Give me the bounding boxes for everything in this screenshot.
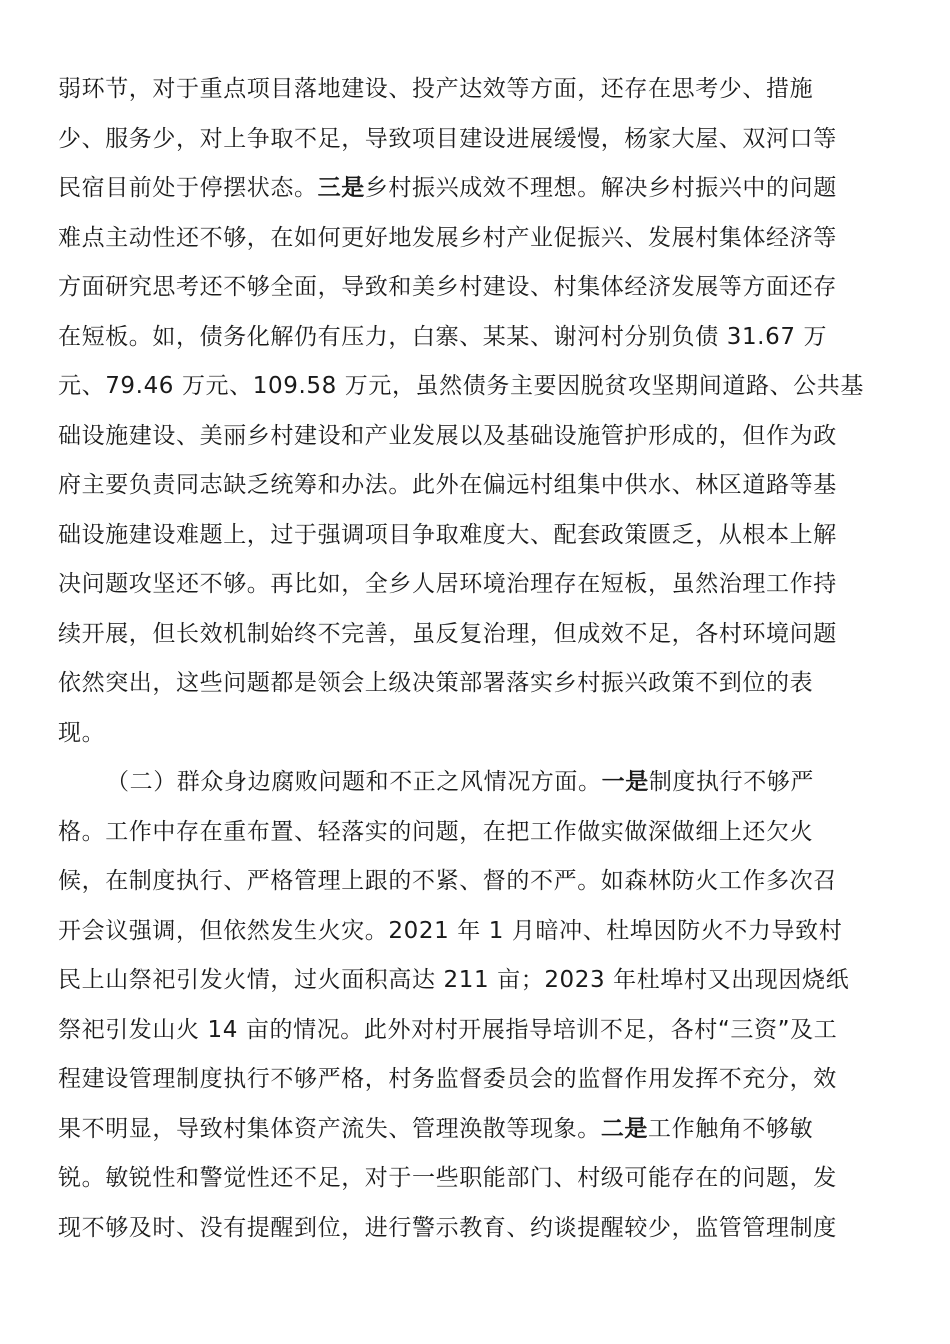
paragraph1-line6: 在短板。如，债务化解仍有压力，白寨、某某、谢河村分别负债 31.67 万 [58, 324, 828, 350]
paragraph2-line10: 现不够及时、没有提醒到位，进行警示教育、约谈提醒较少，监管管理制度 [58, 1215, 837, 1241]
paragraph2-line4: 开会议强调，但依然发生火灾。2021 年 1 月暗冲、杜埠因防火不力导致村 [58, 918, 843, 944]
paragraph2-line7: 程建设管理制度执行不够严格，村务监督委员会的监督作用发挥不充分，效 [58, 1066, 837, 1092]
paragraph1-line5: 方面研究思考还不够全面，导致和美乡村建设、村集体经济发展等方面还存 [58, 274, 837, 300]
paragraph1-line10: 础设施建设难题上，过于强调项目争取难度大、配套政策匮乏，从根本上解 [58, 522, 837, 548]
paragraph1-line2: 少、服务少，对上争取不足，导致项目建设进展缓慢，杨家大屋、双河口等 [58, 126, 837, 152]
paragraph2-line3: 候，在制度执行、严格管理上跟的不紧、督的不严。如森林防火工作多次召 [58, 868, 837, 894]
paragraph2-line8 [58, 1114, 813, 1144]
paragraph2-line2: 格。工作中存在重布置、轻落实的问题，在把工作做实做深做细上还欠火 [58, 819, 814, 845]
paragraph1-line13: 依然突出，这些问题都是领会上级决策部署落实乡村振兴政策不到位的表 [58, 670, 814, 696]
paragraph2-line5: 民上山祭祀引发火情，过火面积高达 211 亩；2023 年杜埠村又出现因烧纸 [58, 967, 850, 993]
text-span: 制度执行不够严 [648, 769, 815, 795]
paragraph1-line9: 府主要负责同志缺乏统筹和办法。此外在偏远村组集中供水、林区道路等基 [58, 472, 837, 498]
paragraph1-line8: 础设施建设、美丽乡村建设和产业发展以及基础设施管护形成的，但作为政 [58, 423, 837, 449]
paragraph2-line1 [106, 767, 814, 797]
paragraph2-line9: 锐。敏锐性和警觉性还不足，对于一些职能部门、村级可能存在的问题，发 [58, 1165, 837, 1191]
text-span: 乡村振兴成效不理想。解决乡村振兴中的问题 [364, 175, 837, 201]
paragraph1-line12: 续开展，但长效机制始终不完善，虽反复治理，但成效不足，各村环境问题 [58, 621, 837, 647]
paragraph1-line11: 决问题攻坚还不够。再比如，全乡人居环境治理存在短板，虽然治理工作持 [58, 571, 837, 597]
bold-marker-two: 二是 [600, 1116, 649, 1142]
text-span: 民宿目前处于停摆状态。 [58, 175, 318, 201]
paragraph1-line7: 元、79.46 万元、109.58 万元，虽然债务主要因脱贫攻坚期间道路、公共基 [58, 373, 864, 399]
bold-marker-three: 三是 [317, 175, 365, 201]
paragraph1-line4: 难点主动性还不够，在如何更好地发展乡村产业促振兴、发展村集体经济等 [58, 225, 837, 251]
section-heading: （二）群众身边腐败问题和不正之风情况方面。 [106, 769, 602, 795]
paragraph2-line6: 祭祀引发山火 14 亩的情况。此外对村开展指导培训不足，各村“三资”及工 [58, 1017, 838, 1043]
bold-marker-one: 一是 [601, 769, 649, 795]
paragraph1-line3 [58, 173, 837, 203]
paragraph1-line1: 弱环节，对于重点项目落地建设、投产达效等方面，还存在思考少、措施 [58, 76, 814, 102]
paragraph1-line14: 现。 [58, 720, 106, 746]
text-span: 工作触角不够敏 [648, 1116, 814, 1142]
text-span: 果不明显，导致村集体资产流失、管理涣散等现象。 [58, 1116, 601, 1142]
